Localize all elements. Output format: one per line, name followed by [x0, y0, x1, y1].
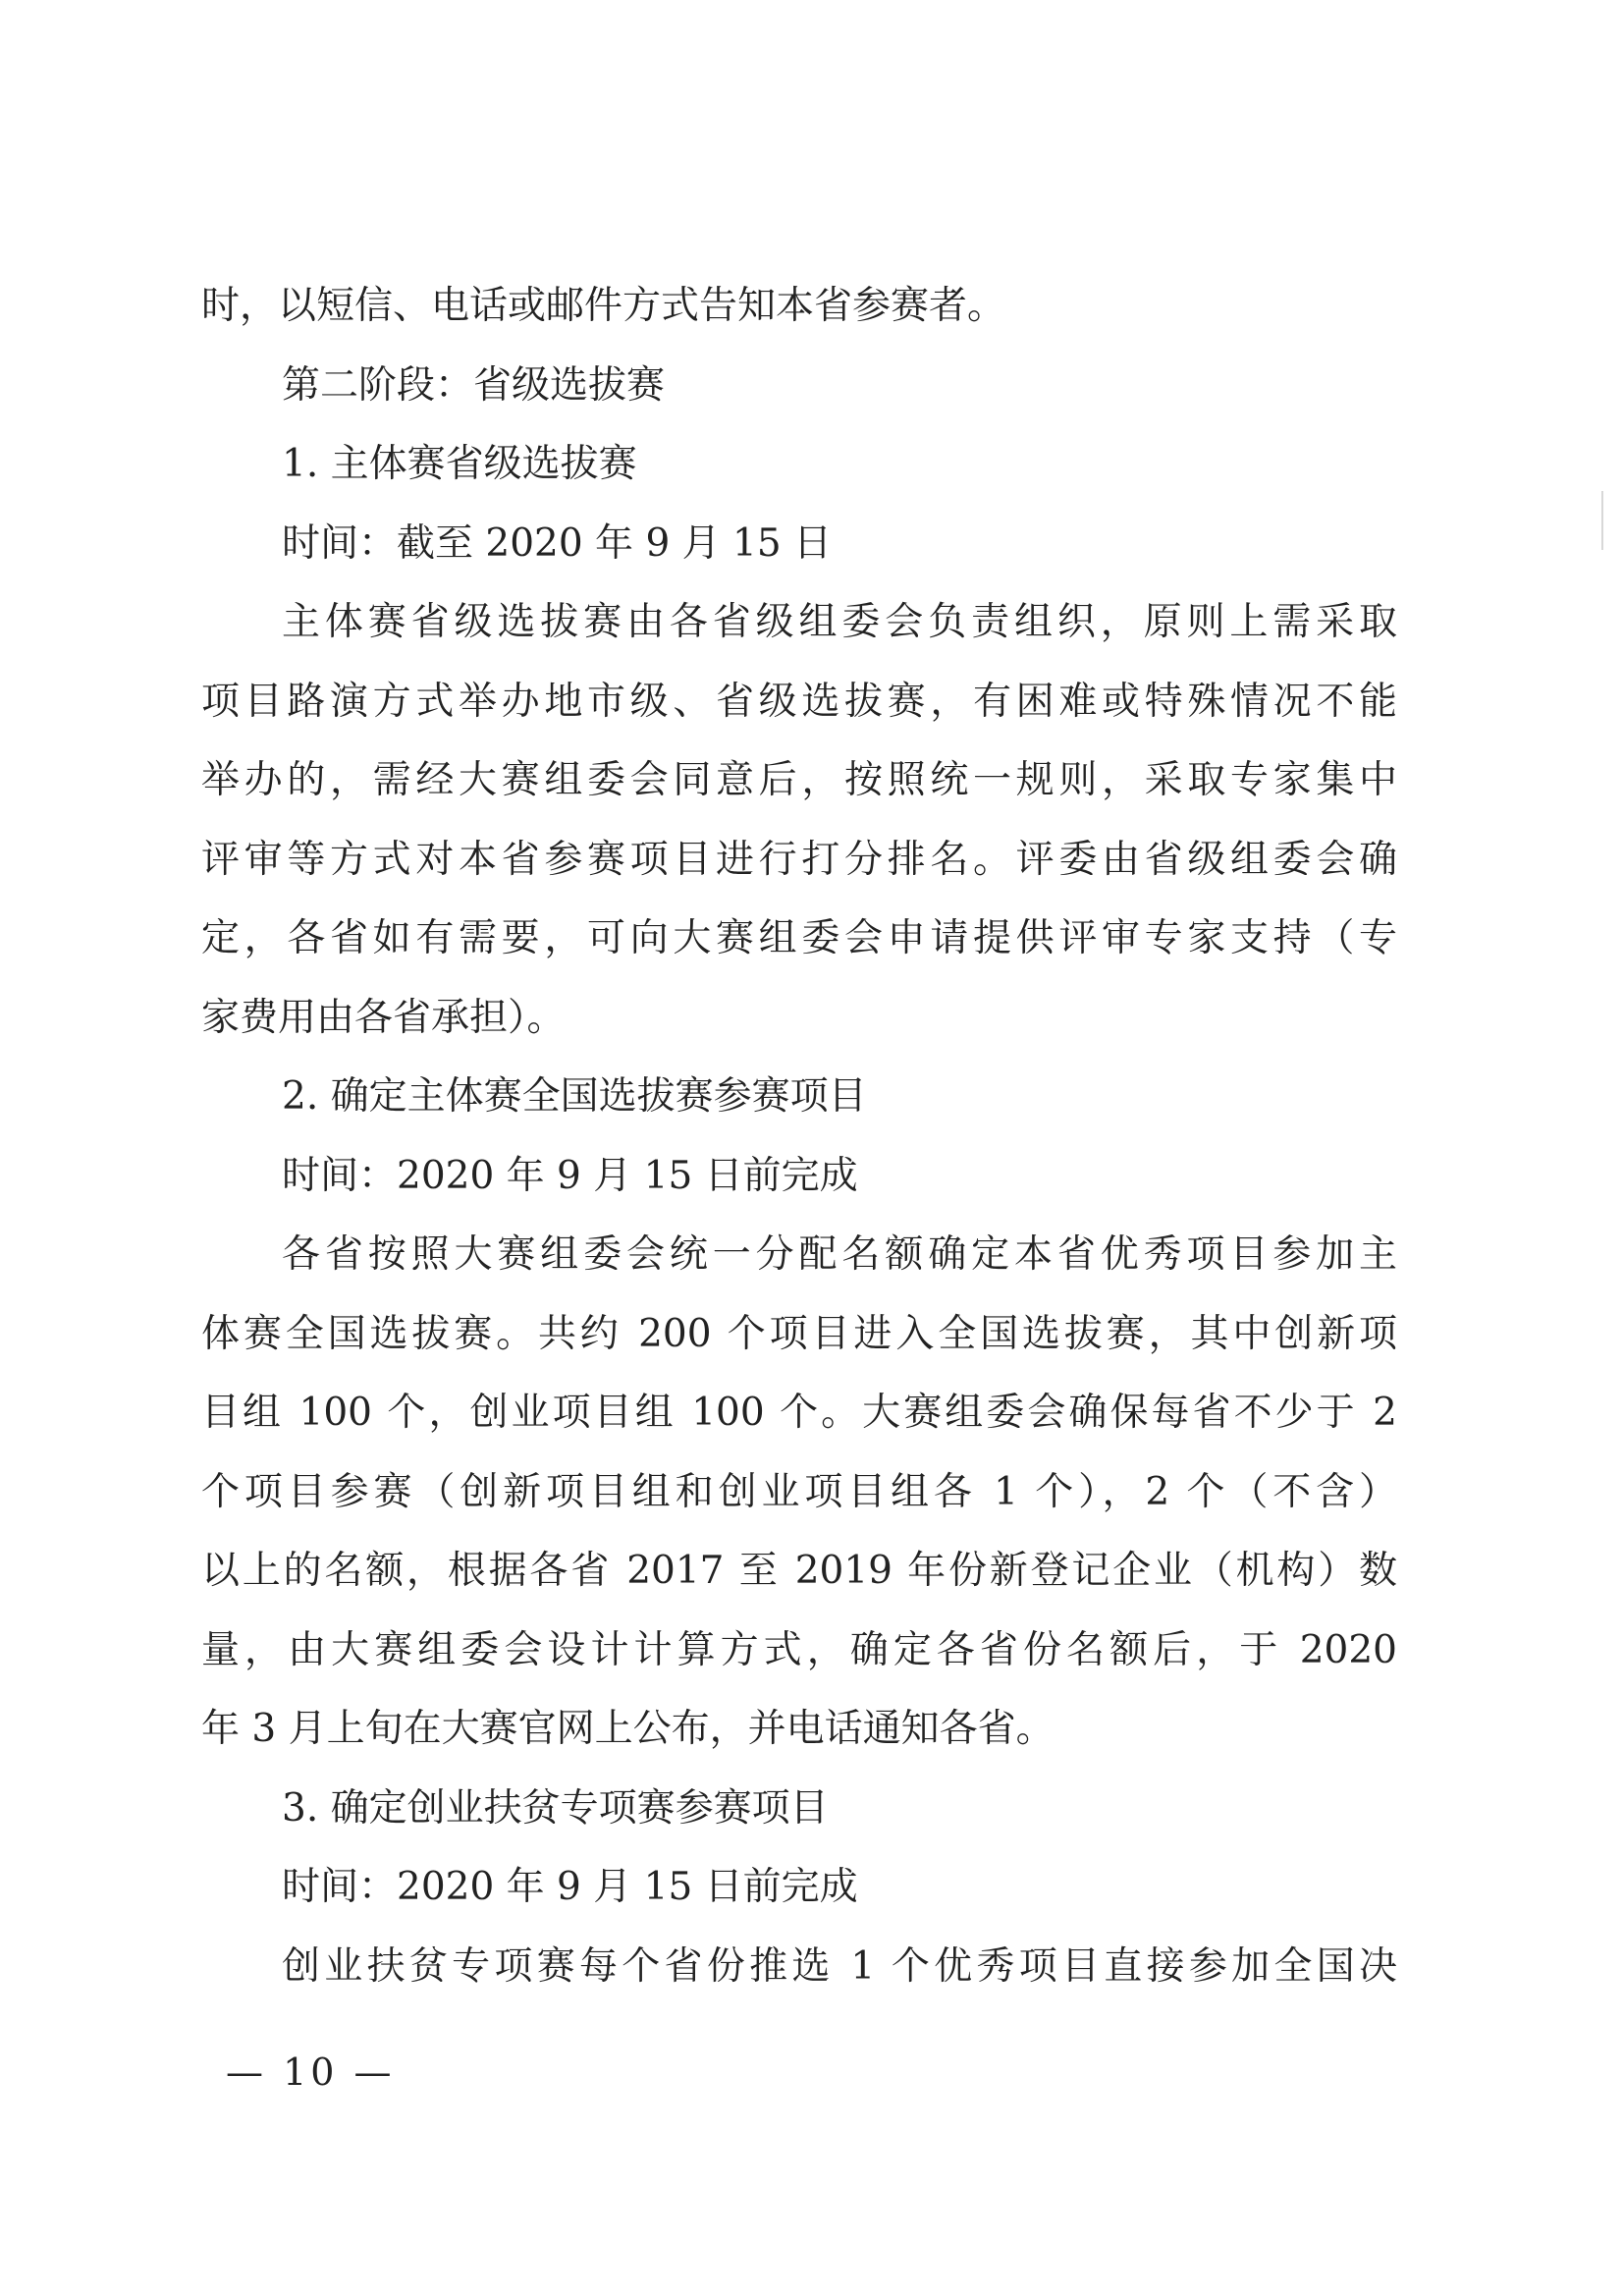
text-line: 家费用由各省承担）。 [201, 995, 566, 1040]
text-line: 各省按照大赛组委会统一分配名额确定本省优秀项目参加主 [282, 1232, 1397, 1277]
text-line: 时间：截至 2020 年 9 月 15 日 [282, 520, 833, 566]
text-line: 项目路演方式举办地市级、省级选拔赛，有困难或特殊情况不能 [201, 679, 1397, 724]
scan-margin-mark [1601, 491, 1603, 550]
text-line: 体赛全国选拔赛。共约 200 个项目进入全国选拔赛，其中创新项 [201, 1311, 1397, 1356]
text-line: 个项目参赛（创新项目组和创业项目组各 1 个），2 个（不含） [201, 1469, 1397, 1514]
text-line: 2. 确定主体赛全国选拔赛参赛项目 [282, 1074, 867, 1119]
text-line: 时间：2020 年 9 月 15 日前完成 [282, 1153, 858, 1198]
text-line: 量，由大赛组委会设计计算方式，确定各省份名额后，于 2020 [201, 1627, 1397, 1672]
text-line: 以上的名额，根据各省 2017 至 2019 年份新登记企业（机构）数 [201, 1549, 1397, 1593]
text-line: 举办的，需经大赛组委会同意后，按照统一规则，采取专家集中 [201, 758, 1397, 802]
text-line: 目组 100 个，创业项目组 100 个。大赛组委会确保每省不少于 2 [201, 1391, 1397, 1435]
text-line: 年 3 月上旬在大赛官网上公布，并电话通知各省。 [201, 1707, 1055, 1751]
text-line: 创业扶贫专项赛每个省份推选 1 个优秀项目直接参加全国决 [282, 1943, 1397, 1989]
text-line: 主体赛省级选拔赛由各省级组委会负责组织，原则上需采取 [282, 600, 1397, 644]
document-body [201, 267, 1397, 2006]
text-line: 时，以短信、电话或邮件方式告知本省参赛者。 [201, 284, 1006, 328]
text-line: 第二阶段：省级选拔赛 [282, 362, 666, 408]
text-line: 1. 主体赛省级选拔赛 [282, 442, 637, 486]
text-line: 3. 确定创业扶贫专项赛参赛项目 [282, 1785, 829, 1831]
text-line: 评审等方式对本省参赛项目进行打分排名。评委由省级组委会确 [201, 837, 1397, 882]
text-line: 定，各省如有需要，可向大赛组委会申请提供评审专家支持（专 [201, 916, 1397, 960]
text-line: 时间：2020 年 9 月 15 日前完成 [282, 1865, 858, 1909]
page-number: — 10 — [226, 2050, 396, 2094]
